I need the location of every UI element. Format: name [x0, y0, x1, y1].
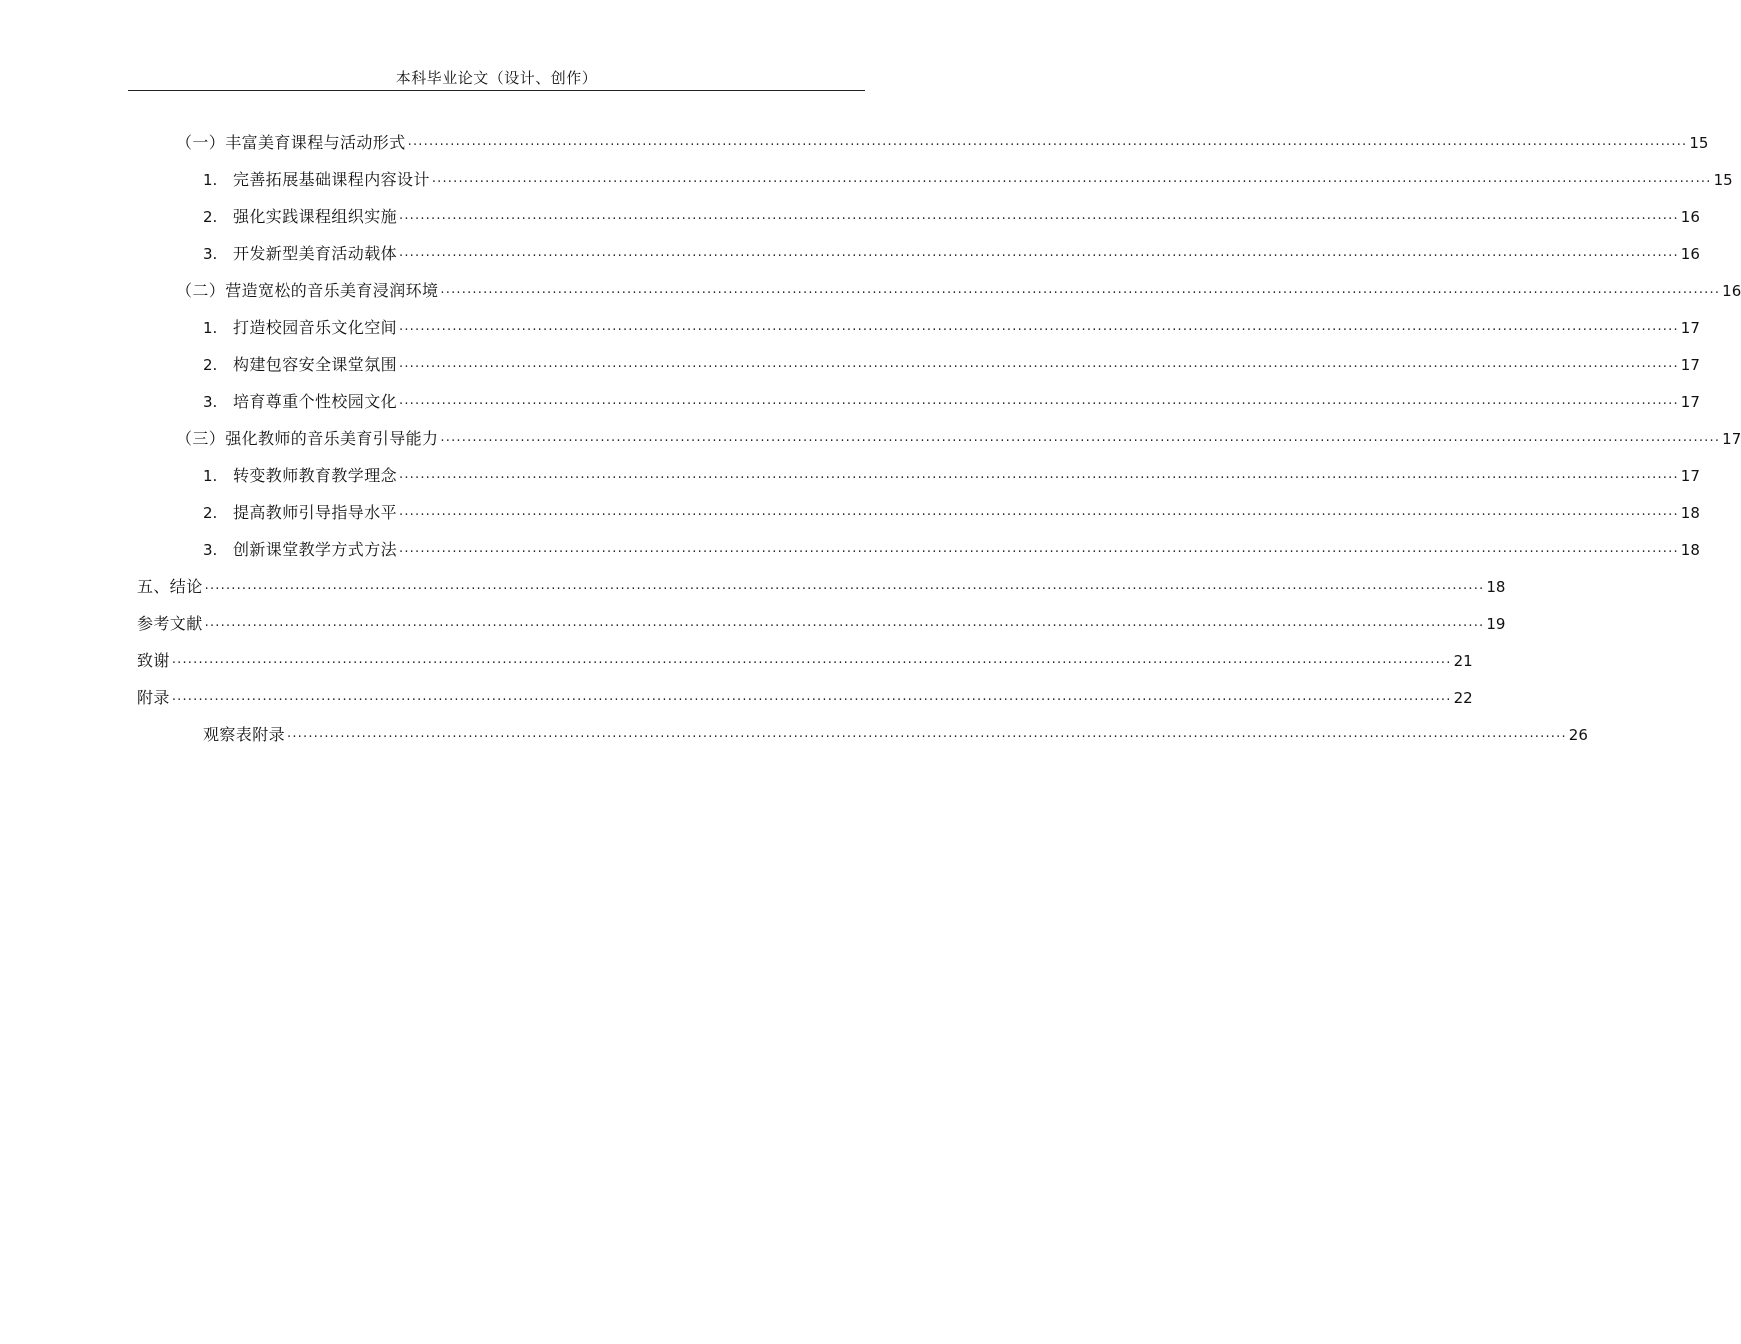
toc-entry-title: 转变教师教育教学理念 — [233, 466, 398, 485]
toc-entry[interactable] — [176, 126, 1709, 154]
toc-entry[interactable] — [203, 200, 1700, 228]
toc-entry-title: 创新课堂教学方式方法 — [233, 540, 398, 559]
toc-dot-leader: ................................................................................................................................................................................................................................................ — [431, 171, 1712, 186]
toc-entry-number: 3. — [203, 541, 218, 559]
toc-page-number: 22 — [1453, 689, 1473, 707]
toc-entry[interactable] — [203, 385, 1700, 413]
toc-entry[interactable] — [137, 570, 1506, 598]
toc-dot-leader: ................................................................................................................................................................................................................................................ — [399, 393, 1679, 408]
toc-dot-leader: ................................................................................................................................................................................................................................................ — [171, 689, 1452, 704]
toc-entry-title: 五、结论 — [137, 577, 203, 596]
toc-dot-leader: ................................................................................................................................................................................................................................................ — [407, 134, 1688, 149]
toc-dot-leader: ................................................................................................................................................................................................................................................ — [399, 319, 1679, 334]
toc-entry-title: 开发新型美育活动载体 — [233, 244, 398, 263]
toc-entry-title: 观察表附录 — [203, 725, 286, 744]
toc-entry-number: 1. — [203, 467, 218, 485]
toc-dot-leader: ................................................................................................................................................................................................................................................ — [204, 578, 1485, 593]
toc-entry-number: 3. — [203, 393, 218, 411]
toc-entry-title: 致谢 — [137, 651, 170, 670]
toc-entry[interactable] — [176, 422, 1741, 450]
toc-entry[interactable] — [203, 237, 1700, 265]
toc-page-number: 17 — [1722, 430, 1741, 448]
toc-entry-title: （二）营造宽松的音乐美育浸润环境 — [176, 281, 439, 300]
toc-entry-title: （三）强化教师的音乐美育引导能力 — [176, 429, 439, 448]
toc-entry-number: 1. — [203, 319, 218, 337]
toc-entry[interactable] — [203, 311, 1700, 339]
toc-entry[interactable] — [137, 607, 1506, 635]
toc-page-number: 16 — [1680, 245, 1700, 263]
toc-dot-leader: ................................................................................................................................................................................................................................................ — [287, 726, 1567, 741]
toc-dot-leader: ................................................................................................................................................................................................................................................ — [399, 208, 1679, 223]
toc-entry[interactable] — [203, 459, 1700, 487]
toc-entry-title: 打造校园音乐文化空间 — [233, 318, 398, 337]
toc-page-number: 18 — [1680, 504, 1700, 522]
toc-dot-leader: ................................................................................................................................................................................................................................................ — [440, 282, 1721, 297]
toc-entry[interactable] — [137, 644, 1473, 672]
toc-entry-number: 2. — [203, 208, 218, 226]
toc-entry-title: 完善拓展基础课程内容设计 — [233, 170, 430, 189]
toc-entry-title: 构建包容安全课堂氛围 — [233, 355, 398, 374]
page-header — [128, 66, 865, 91]
toc-dot-leader: ................................................................................................................................................................................................................................................ — [171, 652, 1452, 667]
toc-page-number: 17 — [1680, 467, 1700, 485]
toc-entry[interactable] — [203, 533, 1700, 561]
toc-page-number: 17 — [1680, 319, 1700, 337]
toc-dot-leader: ................................................................................................................................................................................................................................................ — [399, 467, 1679, 482]
toc-page-number: 18 — [1486, 578, 1506, 596]
toc-entry-title: 附录 — [137, 688, 170, 707]
toc-page-number: 17 — [1680, 356, 1700, 374]
toc-entry-title: 提高教师引导指导水平 — [233, 503, 398, 522]
toc-page-number: 26 — [1568, 726, 1588, 744]
toc-entry-number: 3. — [203, 245, 218, 263]
toc-entry-number: 1. — [203, 171, 218, 189]
toc-page-number: 15 — [1713, 171, 1733, 189]
toc-entry-number: 2. — [203, 504, 218, 522]
toc-entry[interactable] — [203, 163, 1733, 191]
toc-dot-leader: ................................................................................................................................................................................................................................................ — [204, 615, 1485, 630]
toc-page-number: 16 — [1722, 282, 1741, 300]
toc-entry[interactable] — [137, 681, 1473, 709]
toc-page-number: 19 — [1486, 615, 1506, 633]
header-title: 本科毕业论文（设计、创作） — [395, 69, 598, 87]
toc-dot-leader: ................................................................................................................................................................................................................................................ — [440, 430, 1721, 445]
toc-entry[interactable] — [203, 496, 1700, 524]
toc-entry[interactable] — [176, 274, 1741, 302]
toc-page-number: 16 — [1680, 208, 1700, 226]
toc-dot-leader: ................................................................................................................................................................................................................................................ — [399, 245, 1679, 260]
toc-page-number: 17 — [1680, 393, 1700, 411]
toc-entry-number: 2. — [203, 356, 218, 374]
toc-dot-leader: ................................................................................................................................................................................................................................................ — [399, 356, 1679, 371]
toc-entry-title: 参考文献 — [137, 614, 203, 633]
toc-page-number: 21 — [1453, 652, 1473, 670]
toc-entry-title: （一）丰富美育课程与活动形式 — [176, 133, 406, 152]
toc-dot-leader: ................................................................................................................................................................................................................................................ — [399, 541, 1679, 556]
toc-page-number: 15 — [1689, 134, 1709, 152]
toc-page-number: 18 — [1680, 541, 1700, 559]
toc-entry-title: 强化实践课程组织实施 — [233, 207, 398, 226]
toc-entry[interactable] — [203, 348, 1700, 376]
toc-entry-title: 培育尊重个性校园文化 — [233, 392, 398, 411]
toc-entry[interactable] — [203, 718, 1588, 746]
toc-dot-leader: ................................................................................................................................................................................................................................................ — [399, 504, 1679, 519]
